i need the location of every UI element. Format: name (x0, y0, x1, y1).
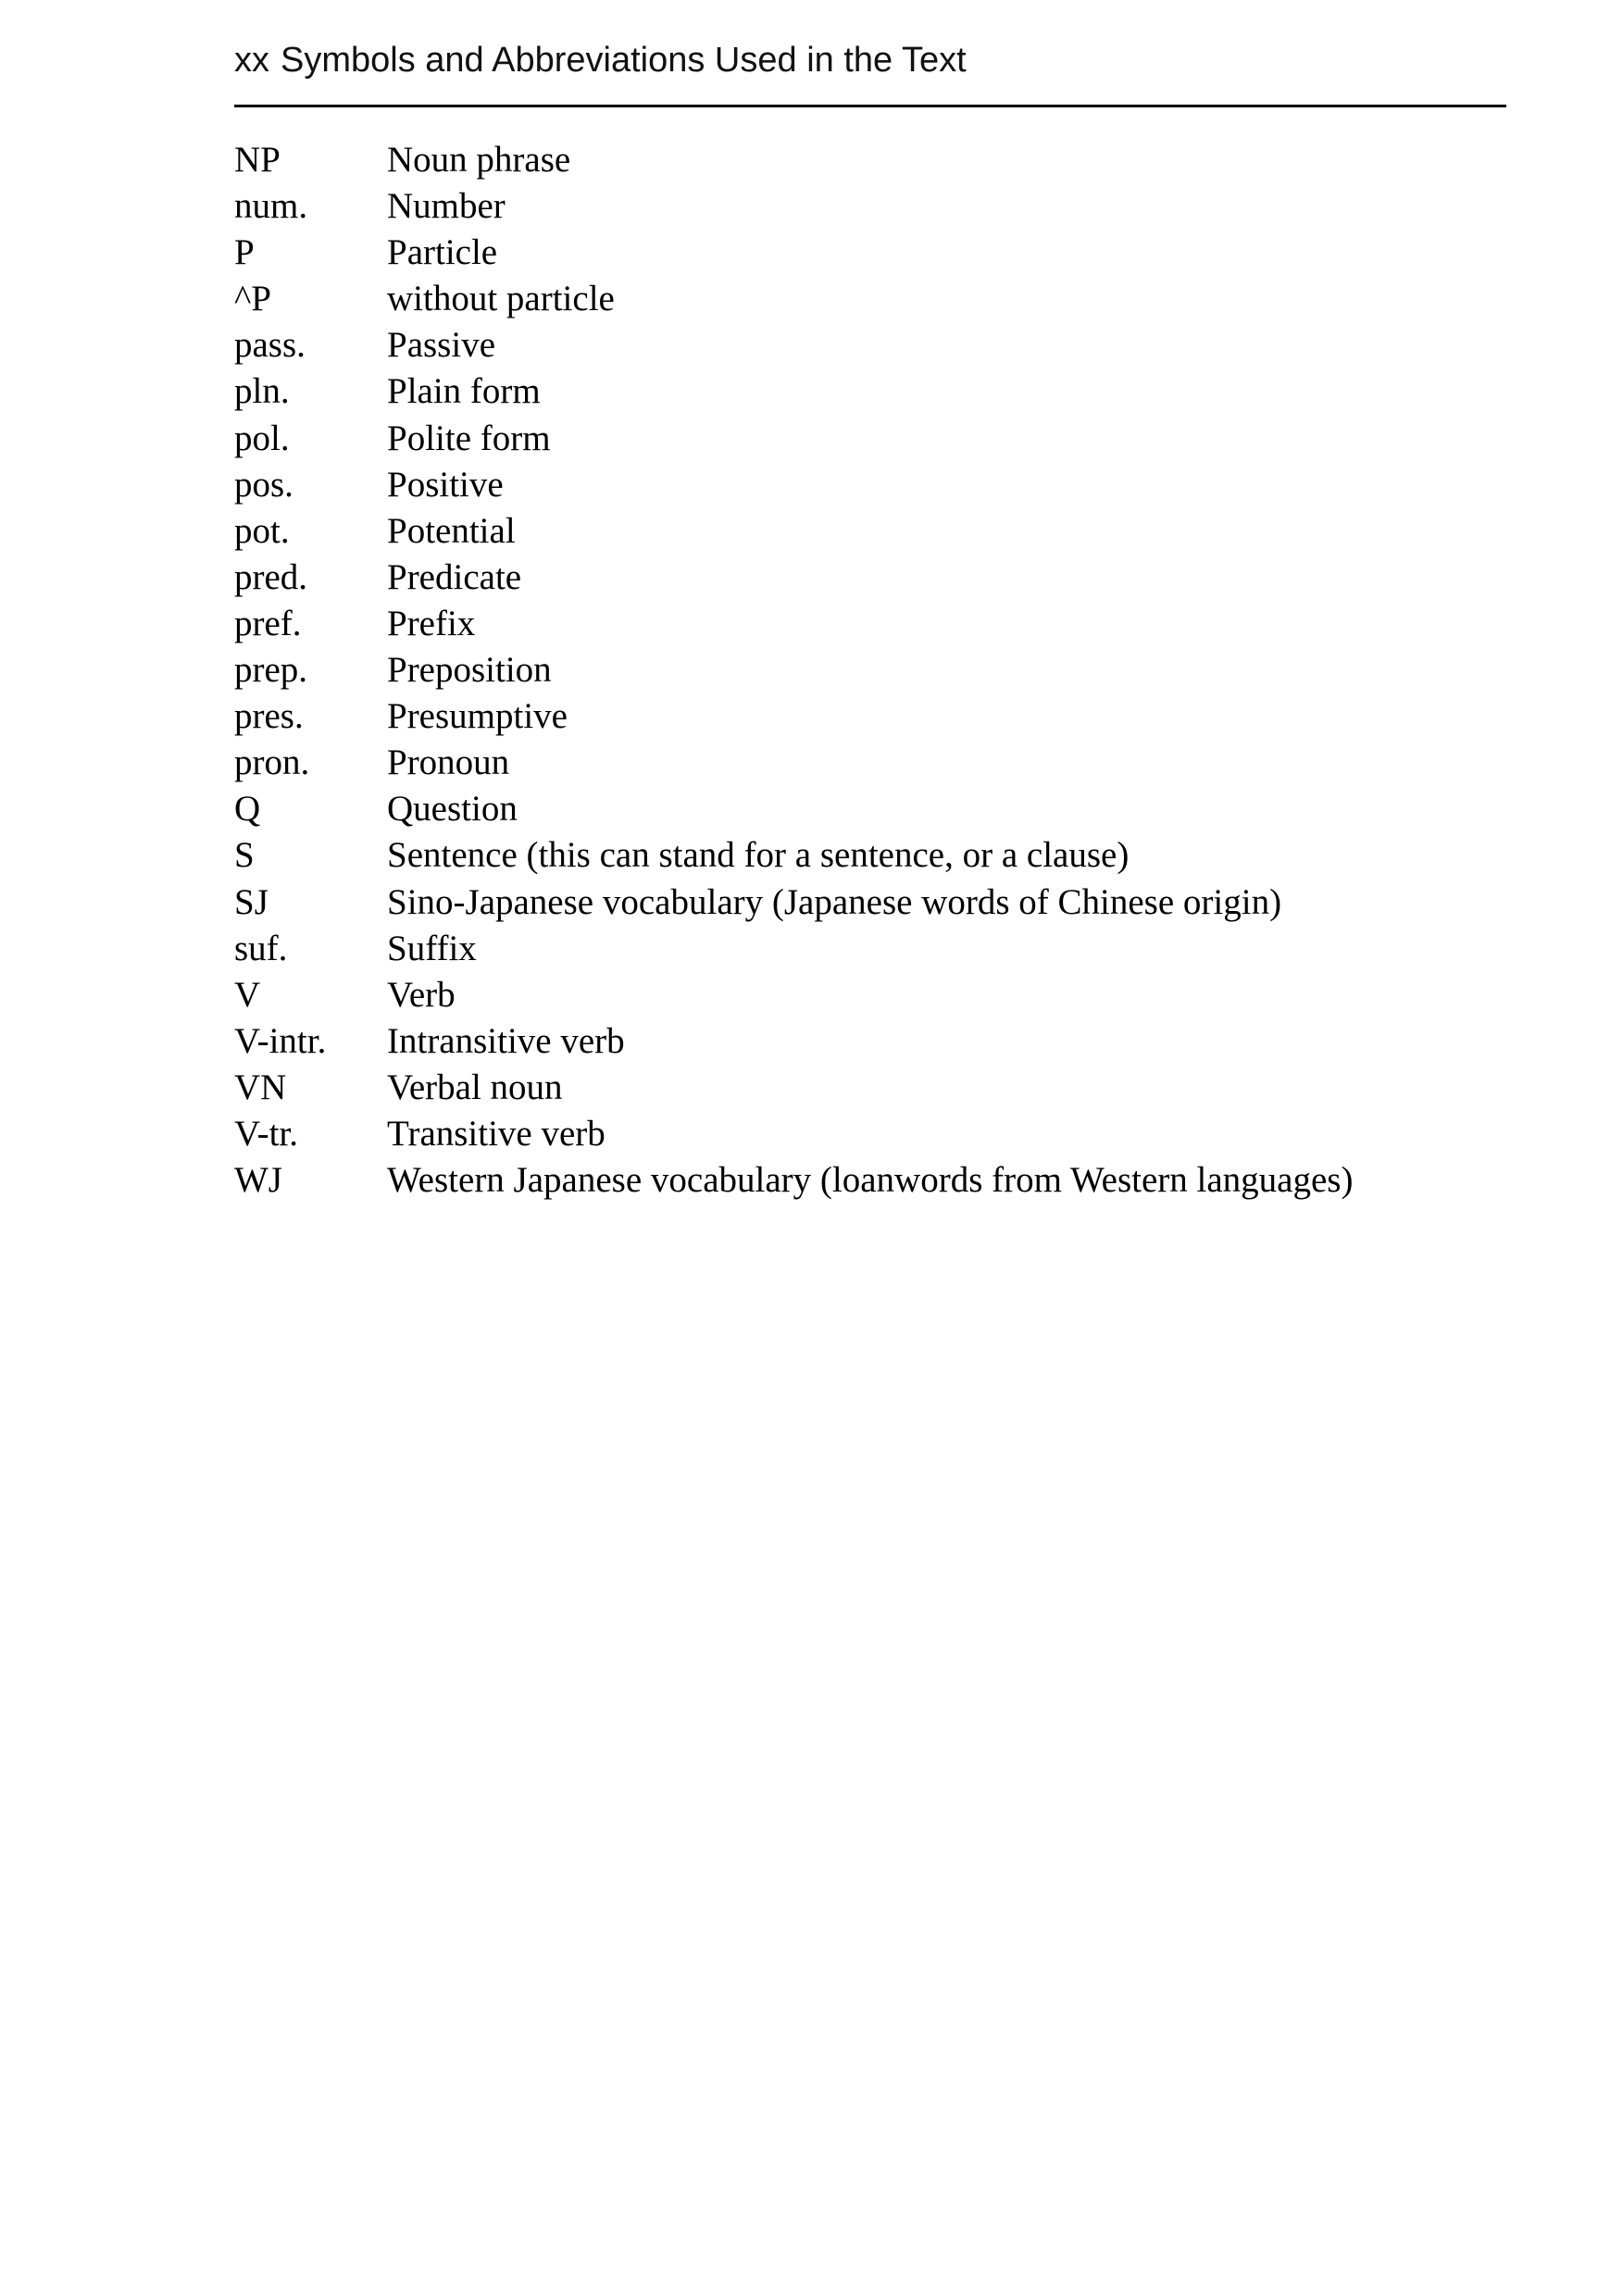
abbreviation-definition: Verb (387, 974, 456, 1015)
abbreviation-term: pos. (234, 464, 293, 505)
running-head (234, 43, 967, 78)
abbreviation-list (234, 137, 1530, 1204)
list-item (234, 880, 1530, 926)
abbreviation-definition: Positive (387, 464, 504, 505)
abbreviation-term: V-intr. (234, 1020, 327, 1061)
abbreviation-term: V-tr. (234, 1113, 298, 1154)
abbreviation-term: pron. (234, 742, 310, 783)
abbreviation-term: pres. (234, 696, 304, 737)
abbreviation-term: pln. (234, 371, 290, 412)
abbreviation-term: VN (234, 1067, 287, 1107)
abbreviation-term: WJ (234, 1160, 282, 1201)
list-item (234, 137, 1530, 183)
list-item (234, 462, 1530, 508)
abbreviation-term: num. (234, 186, 308, 227)
abbreviation-term: NP (234, 140, 281, 180)
abbreviation-term: pred. (234, 556, 308, 597)
abbreviation-term: SJ (234, 881, 268, 922)
abbreviation-definition: Particle (387, 232, 498, 273)
abbreviation-term: S (234, 835, 255, 876)
list-item (234, 1111, 1530, 1157)
abbreviation-definition: Sino-Japanese vocabulary (Japanese words of Chinese origin) (387, 881, 1282, 922)
abbreviation-definition: Question (387, 789, 518, 830)
list-item (234, 972, 1530, 1018)
list-item (234, 786, 1530, 832)
abbreviation-definition: without particle (387, 279, 615, 319)
abbreviation-definition: Transitive verb (387, 1113, 606, 1154)
abbreviation-definition: Noun phrase (387, 140, 571, 180)
abbreviation-definition: Number (387, 186, 506, 227)
list-item (234, 230, 1530, 276)
abbreviation-definition: Sentence (this can stand for a sentence, or a clause) (387, 835, 1130, 876)
list-item (234, 183, 1530, 230)
list-item (234, 647, 1530, 693)
list-item (234, 832, 1530, 879)
abbreviation-term: pol. (234, 418, 290, 458)
abbreviation-definition: Predicate (387, 556, 522, 597)
abbreviation-definition: Passive (387, 325, 495, 366)
abbreviation-term: suf. (234, 928, 288, 968)
list-item (234, 1065, 1530, 1111)
abbreviation-definition: Potential (387, 510, 516, 551)
list-item (234, 508, 1530, 555)
abbreviation-definition: Prefix (387, 603, 476, 643)
abbreviation-definition: Preposition (387, 650, 552, 691)
abbreviation-term: pref. (234, 603, 302, 643)
abbreviation-definition: Presumptive (387, 696, 568, 737)
list-item (234, 322, 1530, 368)
abbreviation-term: V (234, 974, 261, 1015)
list-item (234, 1157, 1530, 1204)
abbreviation-term: prep. (234, 650, 308, 691)
abbreviation-definition: Plain form (387, 371, 541, 412)
list-item (234, 416, 1530, 462)
list-item (234, 276, 1530, 322)
header-rule (234, 105, 1506, 107)
abbreviation-term: Q (234, 789, 261, 830)
abbreviation-term: P (234, 232, 255, 273)
list-item (234, 555, 1530, 601)
abbreviation-term: ^P (234, 279, 271, 319)
list-item (234, 601, 1530, 647)
abbreviation-term: pot. (234, 510, 290, 551)
list-item (234, 368, 1530, 415)
abbreviation-definition: Polite form (387, 418, 551, 458)
abbreviation-term: pass. (234, 325, 306, 366)
list-item (234, 926, 1530, 972)
abbreviation-definition: Verbal noun (387, 1067, 563, 1107)
running-head-title: Symbols and Abbreviations Used in the Text (281, 41, 967, 80)
page-number: xx (234, 41, 269, 80)
list-item (234, 740, 1530, 786)
list-item (234, 693, 1530, 740)
abbreviation-definition: Suffix (387, 928, 477, 968)
list-item (234, 1018, 1530, 1065)
abbreviation-definition: Pronoun (387, 742, 510, 783)
abbreviation-definition: Intransitive verb (387, 1020, 625, 1061)
abbreviation-definition: Western Japanese vocabulary (loanwords from Western languages) (387, 1160, 1354, 1201)
